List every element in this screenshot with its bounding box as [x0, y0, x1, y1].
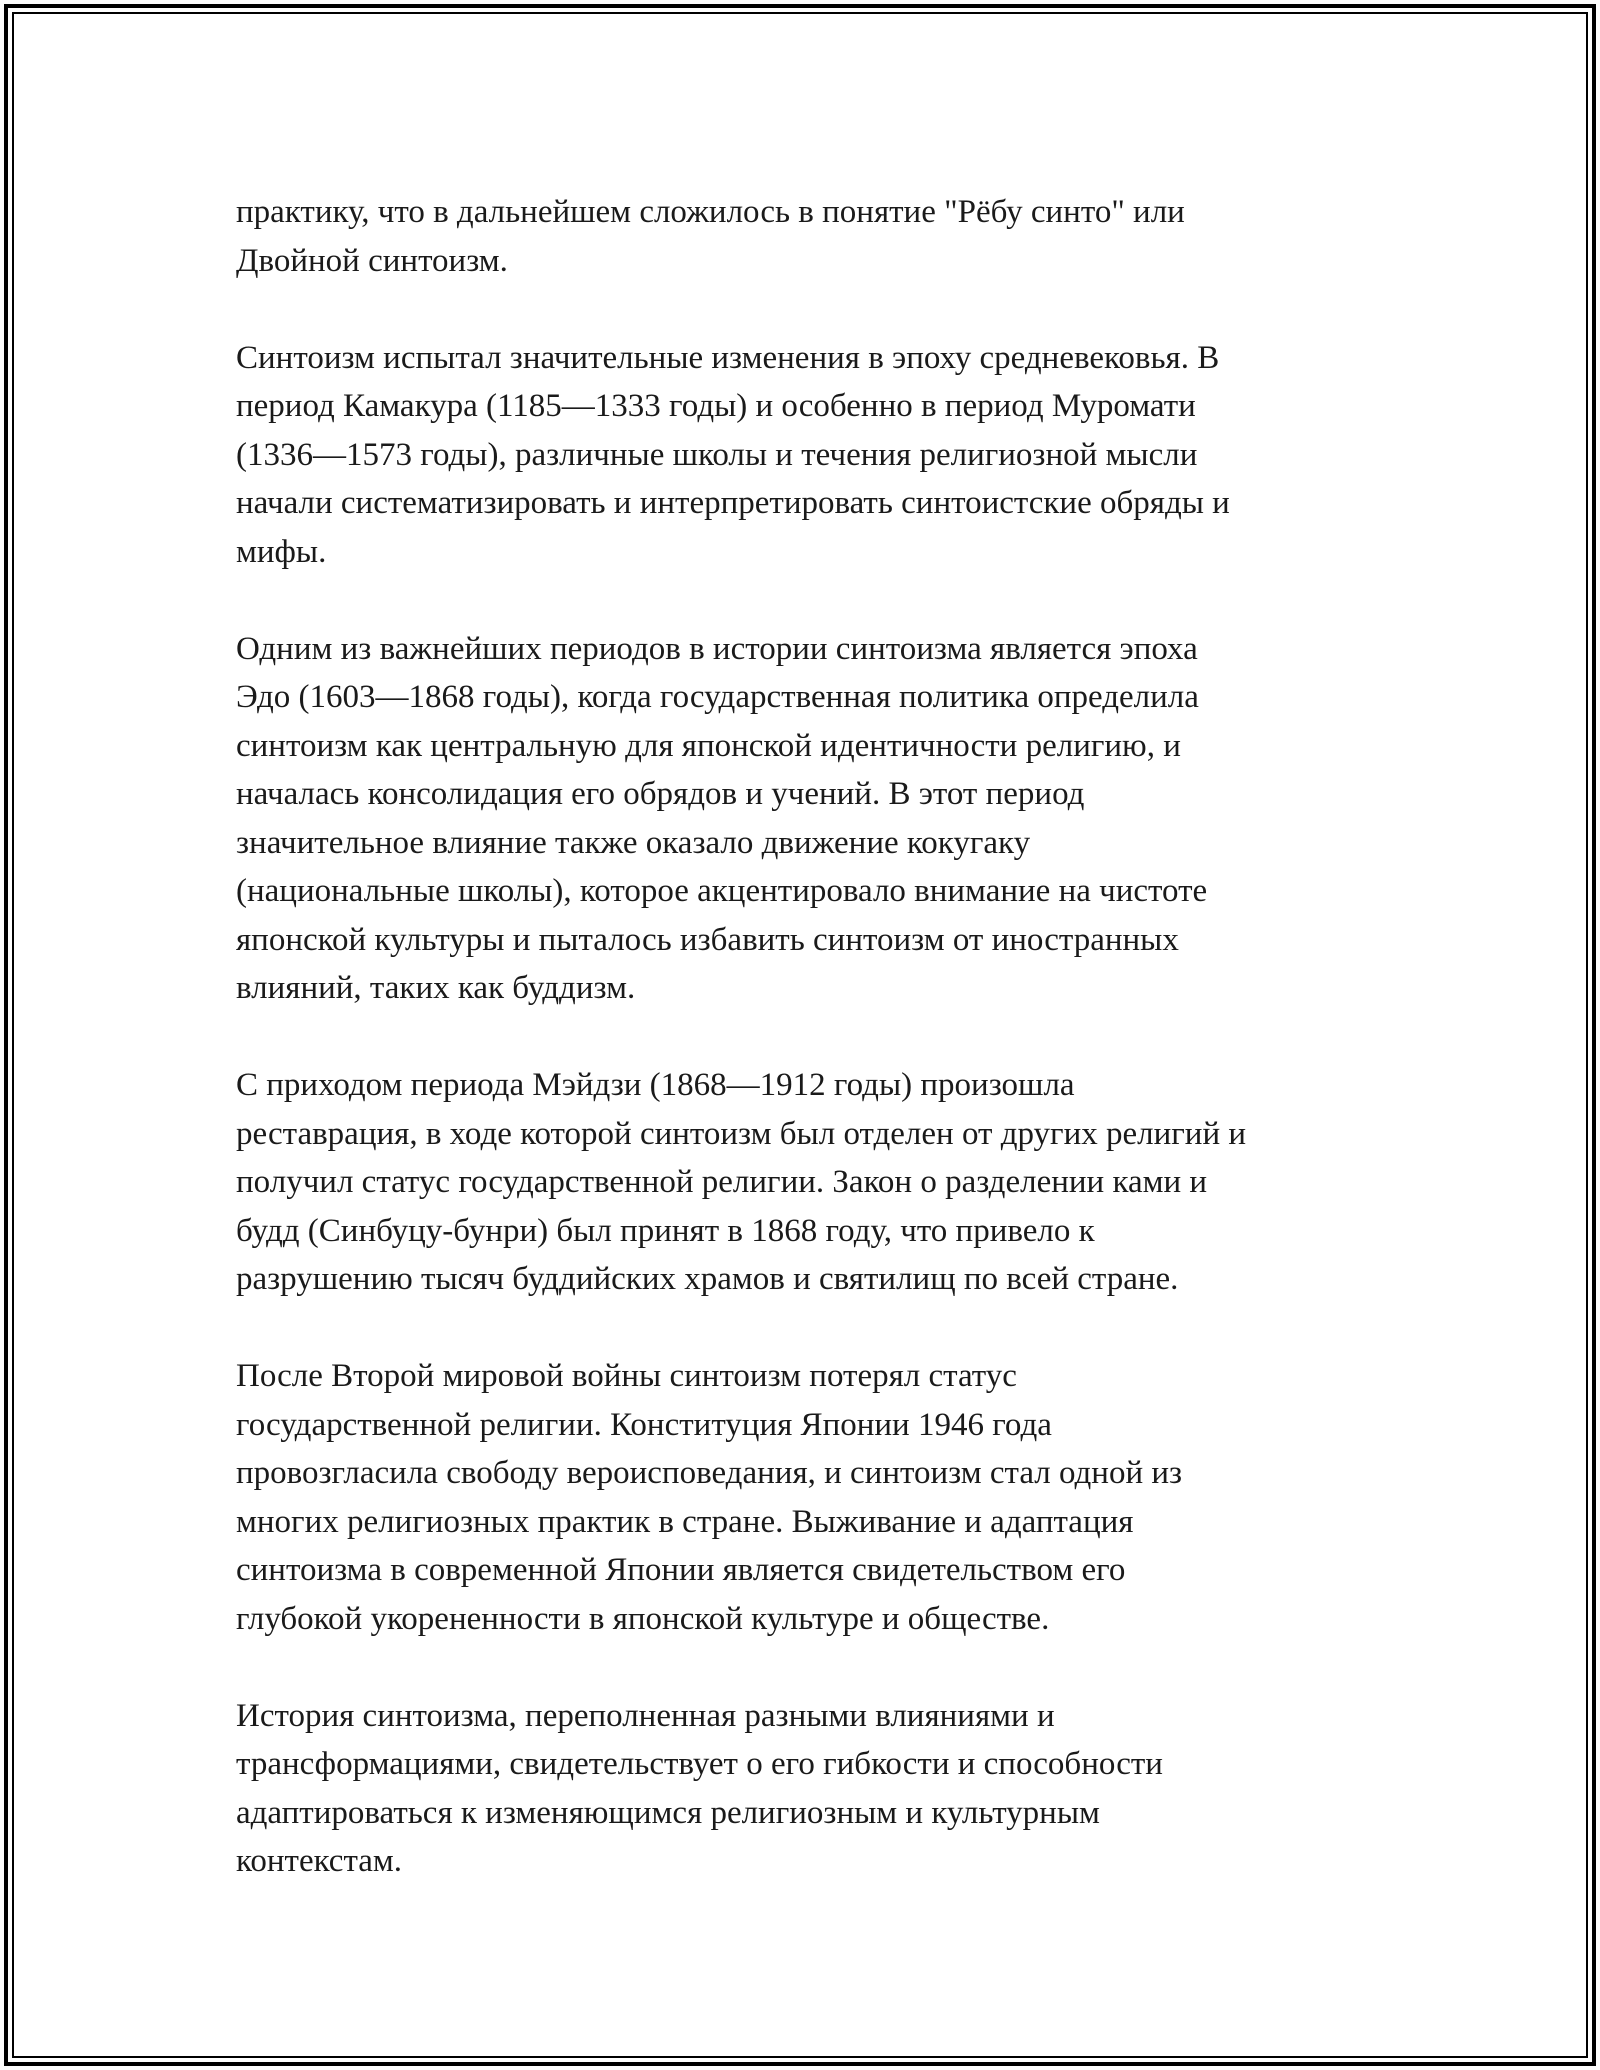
paragraph-2: [236, 334, 1386, 577]
text-line: государственной религии. Конституция Японии 1946 года: [236, 1406, 1052, 1443]
text-line: синтоизма в современной Японии является свидетельством его: [236, 1552, 1126, 1588]
text-line: началась консолидация его обрядов и учений. В этот период: [236, 776, 1085, 812]
text-line: провозгласила свободу вероисповедания, и синтоизм стал одной из: [236, 1455, 1183, 1491]
text-line: получил статус государственной религии. Закон о разделении ками и: [236, 1164, 1208, 1200]
paragraph-1: [236, 188, 1386, 285]
text-line: разрушению тысяч буддийских храмов и святилищ по всей стране.: [236, 1261, 1179, 1297]
text-line: Одним из важнейших периодов в истории синтоизма является эпоха: [236, 630, 1198, 667]
text-line: История синтоизма, переполненная разными влияниями и: [236, 1697, 1055, 1734]
text-line: многих религиозных практик в стране. Выживание и адаптация: [236, 1503, 1134, 1540]
text-line: Двойной синтоизм.: [236, 242, 508, 279]
text-line: влияний, таких как буддизм.: [236, 970, 636, 1006]
text-line: После Второй мировой войны синтоизм потерял статус: [236, 1358, 1017, 1394]
text-line: Эдо (1603—1868 годы), когда государственная политика определила: [236, 679, 1199, 715]
text-line: синтоизм как центральную для японской идентичности религию, и: [236, 727, 1181, 764]
text-line: будд (Синбуцу-бунри) был принят в 1868 году, что привело к: [236, 1212, 1095, 1249]
paragraph-6: [236, 1692, 1386, 1886]
text-line: значительное влияние также оказало движение кокугаку: [236, 824, 1031, 861]
text-line: (национальные школы), которое акцентировало внимание на чистоте: [236, 873, 1208, 909]
text-line: период Камакура (1185—1333 годы) и особенно в период Муромати: [236, 388, 1196, 424]
text-line: (1336—1573 годы), различные школы и течения религиозной мысли: [236, 436, 1198, 473]
text-line: практику, что в дальнейшем сложилось в понятие "Рёбу синто" или: [236, 194, 1185, 230]
text-line: японской культуры и пыталось избавить синтоизм от иностранных: [236, 921, 1179, 958]
text-line: реставрация, в ходе которой синтоизм был отделен от других религий и: [236, 1115, 1247, 1152]
text-line: адаптироваться к изменяющимся религиозным и культурным: [236, 1794, 1100, 1831]
paragraph-4: [236, 1061, 1386, 1304]
text-line: Синтоизм испытал значительные изменения в эпоху средневековья. В: [236, 339, 1220, 376]
paragraph-3: [236, 625, 1386, 1013]
text-line: мифы.: [236, 533, 327, 570]
text-line: глубокой укорененности в японской культуре и обществе.: [236, 1600, 1050, 1637]
text-line: С приходом периода Мэйдзи (1868—1912 годы) произошла: [236, 1067, 1075, 1103]
text-line: контекстам.: [236, 1843, 403, 1879]
paragraph-5: [236, 1352, 1386, 1643]
document-body: [236, 188, 1386, 1934]
text-line: начали систематизировать и интерпретировать синтоистские обряды и: [236, 485, 1230, 521]
text-line: трансформациями, свидетельствует о его гибкости и способности: [236, 1746, 1163, 1782]
